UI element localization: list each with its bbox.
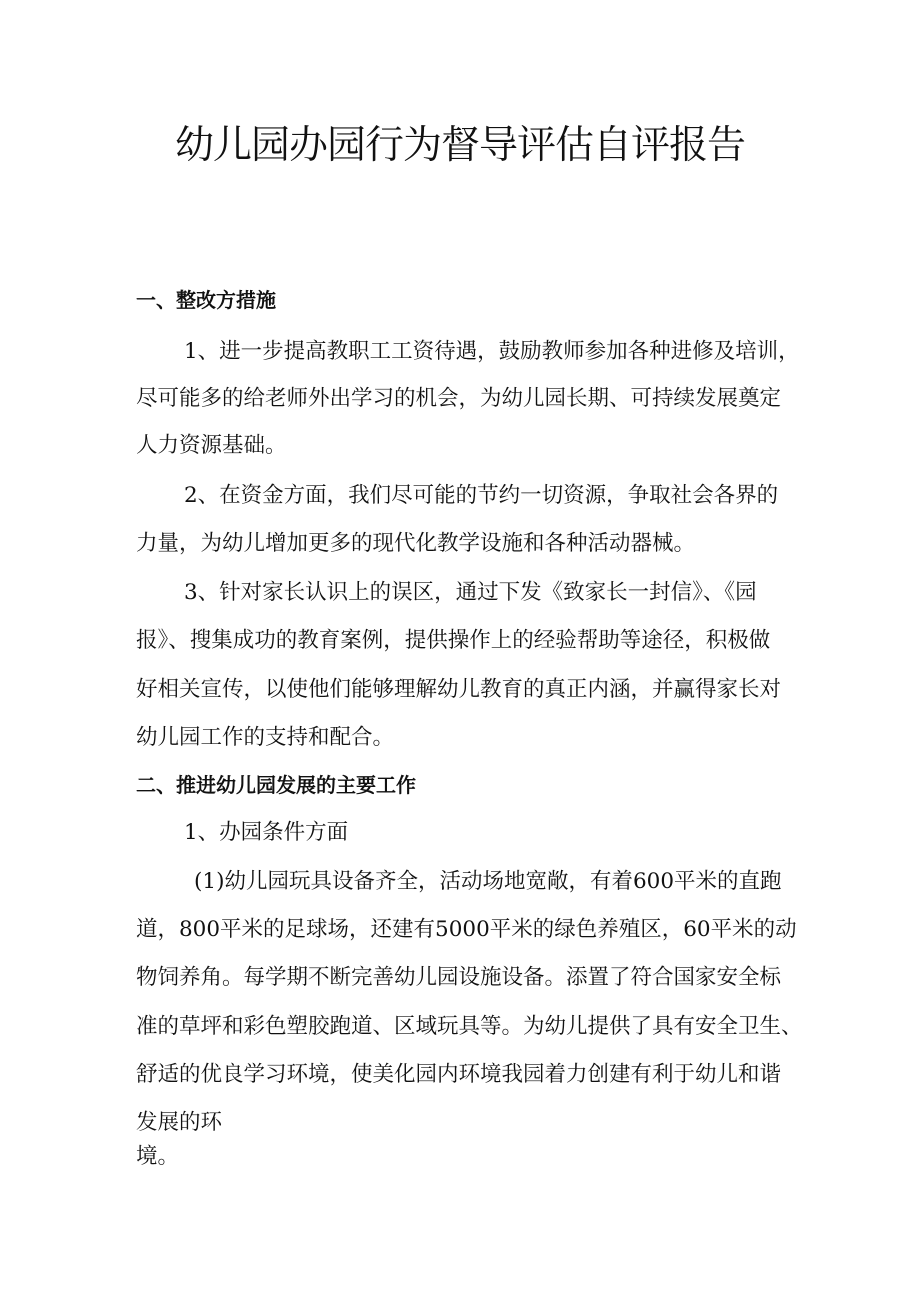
paragraph-line: 尽可能多的给老师外出学习的机会，为幼儿园长期、可持续发展奠定 bbox=[136, 386, 782, 411]
paragraph-line: 舒适的优良学习环境，使美化园内环境我园着力创建有利于幼儿和谐 bbox=[136, 1062, 782, 1087]
paragraph-line: 幼儿园工作的支持和配合。 bbox=[136, 725, 395, 750]
section-heading-1: 一、整改方措施 bbox=[136, 288, 276, 312]
paragraph-line: 3、针对家长认识上的误区，通过下发《致家长一封信》、《园 bbox=[184, 580, 757, 605]
paragraph-line: 报》、搜集成功的教育案例，提供操作上的经验帮助等途径，积极做 bbox=[136, 628, 771, 653]
paragraph-line: 发展的环 bbox=[136, 1110, 223, 1135]
paragraph-line: 力量，为幼儿增加更多的现代化教学设施和各种活动器械。 bbox=[136, 531, 696, 556]
paragraph-line: 1、进一步提高教职工工资待遇，鼓励教师参加各种进修及培训， bbox=[184, 339, 800, 364]
document-title: 幼儿园办园行为督导评估自评报告 bbox=[174, 123, 745, 168]
paragraph-line: 准的草坪和彩色塑胶跑道、区域玩具等。为幼儿提供了具有安全卫生、 bbox=[136, 1014, 803, 1039]
paragraph-line: 境。 bbox=[136, 1144, 180, 1169]
paragraph-line: 2、在资金方面，我们尽可能的节约一切资源，争取社会各界的 bbox=[184, 483, 779, 508]
paragraph-line: 人力资源基础。 bbox=[136, 433, 287, 458]
paragraph-line: 好相关宣传，以使他们能够理解幼儿教育的真正内涵，并赢得家长对 bbox=[136, 677, 782, 702]
paragraph-line: (1)幼儿园玩具设备齐全，活动场地宽敞，有着600平米的直跑 bbox=[194, 869, 782, 894]
paragraph-line: 道，800平米的足球场，还建有5000平米的绿色养殖区，60平米的动 bbox=[136, 917, 797, 942]
paragraph-line: 物饲养角。每学期不断完善幼儿园设施设备。添置了符合国家安全标 bbox=[136, 965, 782, 990]
section-heading-2: 二、推进幼儿园发展的主要工作 bbox=[136, 773, 416, 797]
subsection-heading: 1、办园条件方面 bbox=[184, 820, 349, 845]
